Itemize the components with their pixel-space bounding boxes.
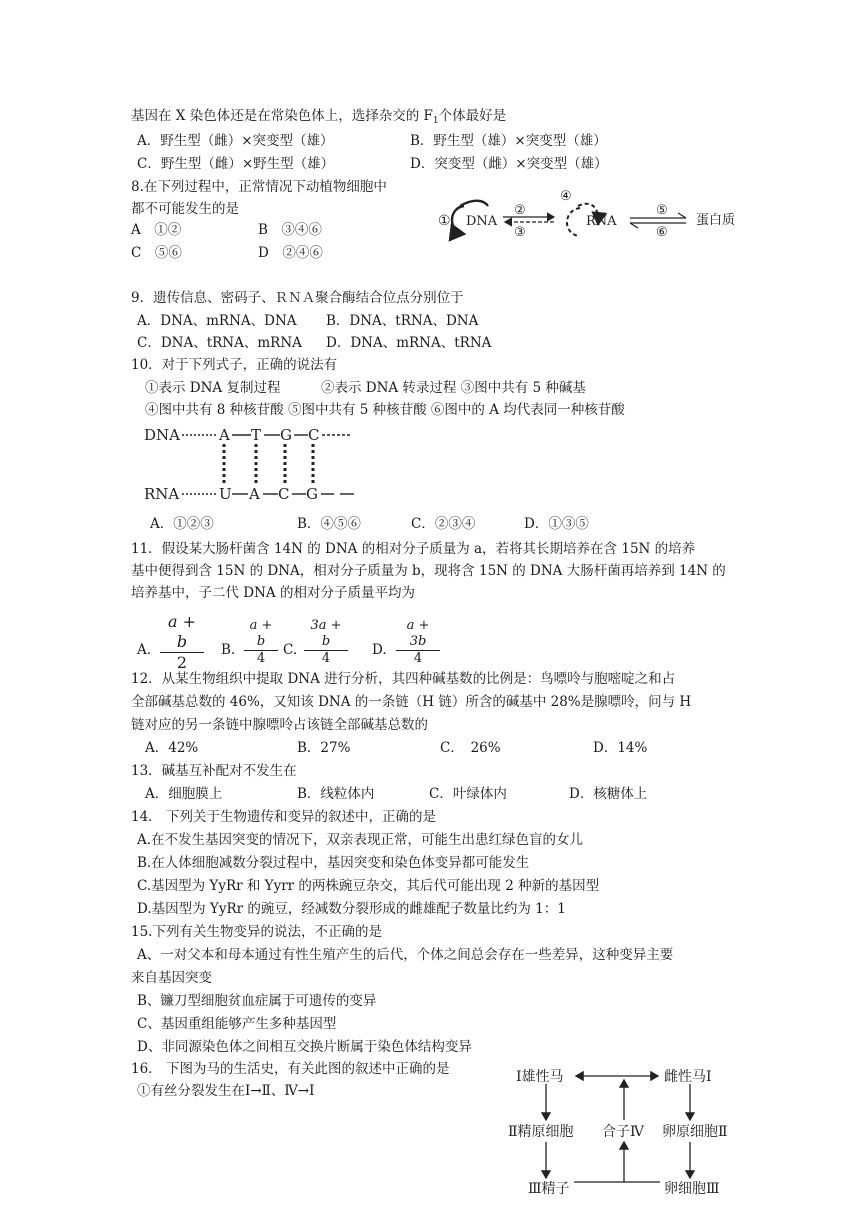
q7-option-a[interactable]: A．野生型（雌）×突变型（雄） bbox=[137, 133, 334, 149]
q9-option-a[interactable]: A．DNA、mRNA、DNA bbox=[137, 313, 297, 329]
q10-option-d[interactable]: D．①③⑤ bbox=[524, 516, 589, 532]
q14-option-c[interactable]: C.基因型为 YyRr 和 Yyrr 的两株豌豆杂交，其后代可能出现 2 种新的基因型 bbox=[137, 878, 600, 894]
q13-option-a[interactable]: A．细胞膜上 bbox=[145, 786, 223, 802]
q9-stem: 9．遗传信息、密码子、ＲＮＡ聚合酶结合位点分别位于 bbox=[131, 290, 464, 306]
q8-option-d[interactable]: D ②④⑥ bbox=[258, 245, 323, 261]
dna-base-2: T bbox=[251, 426, 262, 444]
q7-option-b[interactable]: B．野生型（雄）×突变型（雄） bbox=[410, 133, 607, 149]
q7-stem: 基因在 X 染色体还是在常染色体上，选择杂交的 $F_1$个体最好是 bbox=[131, 108, 507, 126]
q14-option-b[interactable]: B.在人体细胞减数分裂过程中，基因突变和染色体变异都可能发生 bbox=[137, 855, 530, 871]
q12-option-d[interactable]: D．14% bbox=[593, 740, 648, 756]
q11-option-b-fraction[interactable]: $\frac{a + b}{4}$ bbox=[244, 618, 278, 667]
rna-base-4: G bbox=[306, 485, 318, 503]
rna-node: RNA bbox=[586, 214, 617, 229]
q11-option-a-label[interactable]: A. bbox=[137, 642, 152, 658]
q14-option-d[interactable]: D.基因型为 YyRr 的豌豆，经减数分裂形成的雌雄配子数量比约为 1：1 bbox=[137, 901, 566, 917]
q8-option-c[interactable]: C ⑤⑥ bbox=[131, 245, 182, 261]
q8-option-b[interactable]: B ③④⑥ bbox=[258, 222, 322, 238]
q11-option-b-label[interactable]: B. bbox=[221, 642, 236, 658]
rna-base-3: C bbox=[278, 485, 290, 503]
label-1: ① bbox=[438, 213, 451, 229]
dna-base-1: A bbox=[219, 426, 230, 444]
q11-option-d-fraction[interactable]: $\frac{a + 3b}{4}$ bbox=[396, 618, 440, 667]
male-horse-node: Ⅰ雄性马 bbox=[516, 1069, 564, 1085]
q12-stem-line2: 全部碱基总数的 46%，又知该 DNA 的一条链（H 链）所含的碱基中 28%是腺嘌呤，问与 H bbox=[131, 694, 692, 710]
q11-option-c-label[interactable]: C. bbox=[283, 642, 298, 658]
dna-strand-label: DNA bbox=[144, 426, 180, 444]
egg-node: 卵细胞Ⅲ bbox=[664, 1181, 720, 1197]
q7-option-c[interactable]: C．野生型（雌）×野生型（雄） bbox=[137, 156, 335, 172]
spermatogonium-node: Ⅱ精原细胞 bbox=[508, 1124, 574, 1140]
q11-stem-line1: 11．假设某大肠杆菌含 14N 的 DNA 的相对分子质量为 a，若将其长期培养在含 15N 的培养 bbox=[131, 541, 696, 557]
dna-base-4: C bbox=[308, 426, 320, 444]
q14-stem: 14． 下列关于生物遗传和变异的叙述中，正确的是 bbox=[131, 809, 436, 825]
q11-stem-line3: 培养基中，子二代 DNA 的相对分子质量平均为 bbox=[131, 585, 415, 601]
dna-node: DNA bbox=[466, 214, 498, 229]
q12-option-a[interactable]: A．42% bbox=[145, 740, 199, 756]
q9-option-d[interactable]: D．DNA、mRNA、tRNA bbox=[326, 335, 492, 351]
q11-option-d-label[interactable]: D. bbox=[372, 642, 387, 658]
rna-base-2: A bbox=[249, 485, 260, 503]
q9-option-c[interactable]: C．DNA、tRNA、mRNA bbox=[137, 335, 302, 351]
replication-loop-arrow bbox=[452, 206, 464, 234]
q10-option-c[interactable]: C．②③④ bbox=[411, 516, 476, 532]
q11-option-a-fraction[interactable]: $\frac{a + b}{2}$ bbox=[160, 612, 204, 673]
q10-option-b[interactable]: B．④⑤⑥ bbox=[297, 516, 361, 532]
q10-option-a[interactable]: A．①②③ bbox=[150, 516, 214, 532]
horse-life-cycle-diagram bbox=[500, 1062, 760, 1202]
q11-option-c-fraction[interactable]: $\frac{3a + b}{4}$ bbox=[304, 618, 348, 667]
rna-strand-label: RNA bbox=[144, 485, 180, 503]
q10-statements-2: ④图中共有 8 种核苷酸 ⑤图中共有 5 种核苷酸 ⑥图中的 A 均代表同一种核苷酸 bbox=[145, 402, 625, 418]
q15-option-d[interactable]: D、非同源染色体之间相互交换片断属于染色体结构变异 bbox=[137, 1039, 472, 1055]
q10-stem: 10．对于下列式子，正确的说法有 bbox=[131, 357, 338, 373]
female-horse-node: 雌性马Ⅰ bbox=[664, 1069, 712, 1085]
zygote-node: 合子Ⅳ bbox=[602, 1124, 644, 1140]
q12-stem-line3: 链对应的另一条链中腺嘌呤占该链全部碱基总数的 bbox=[131, 717, 428, 733]
label-5: ⑤ bbox=[656, 203, 668, 218]
dna-rna-pairing-diagram bbox=[140, 424, 380, 506]
q12-option-b[interactable]: B．27% bbox=[297, 740, 351, 756]
q14-option-a[interactable]: A.在不发生基因突变的情况下，双亲表现正常，可能生出患红绿色盲的女儿 bbox=[137, 832, 584, 848]
q12-option-c[interactable]: C． 26% bbox=[440, 740, 501, 756]
rna-replication-dashed-arrow bbox=[567, 208, 580, 236]
q8-stem-line1: 8.在下列过程中，正常情况下动植物细胞中 bbox=[131, 179, 387, 195]
q12-stem-line1: 12．从某生物组织中提取 DNA 进行分析，其四种碱基数的比例是：鸟嘌呤与胞嘧啶之和占 bbox=[131, 671, 676, 687]
dna-base-3: G bbox=[280, 426, 292, 444]
q8-stem-line2: 都不可能发生的是 bbox=[131, 201, 239, 217]
sperm-node: Ⅲ精子 bbox=[528, 1181, 570, 1197]
q13-option-c[interactable]: C．叶绿体内 bbox=[429, 786, 507, 802]
central-dogma-diagram bbox=[430, 184, 750, 246]
label-2: ② bbox=[514, 203, 526, 218]
q15-option-c[interactable]: C、基因重组能够产生多种基因型 bbox=[137, 1016, 337, 1032]
q13-option-d[interactable]: D．核糖体上 bbox=[569, 786, 648, 802]
q16-statement-1: ①有丝分裂发生在Ⅰ→Ⅱ、Ⅳ→Ⅰ bbox=[137, 1083, 315, 1099]
q9-option-b[interactable]: B．DNA、tRNA、DNA bbox=[326, 313, 479, 329]
q8-option-a[interactable]: A ①② bbox=[131, 222, 182, 238]
q7-option-d[interactable]: D．突变型（雌）×突变型（雄） bbox=[410, 156, 608, 172]
label-3: ③ bbox=[514, 225, 526, 240]
q15-stem: 15.下列有关生物变异的说法，不正确的是 bbox=[131, 924, 382, 940]
q13-option-b[interactable]: B．线粒体内 bbox=[297, 786, 375, 802]
label-6: ⑥ bbox=[656, 225, 668, 240]
label-4: ④ bbox=[560, 189, 572, 204]
q11-stem-line2: 基中便得到含 15N 的 DNA，相对分子质量为 b，现将含 15N 的 DNA 大肠杆菌再培养到 14N 的 bbox=[131, 563, 726, 579]
q10-statements-1: ①表示 DNA 复制过程 ②表示 DNA 转录过程 ③图中共有 5 种碱基 bbox=[145, 380, 586, 396]
protein-node: 蛋白质 bbox=[696, 213, 736, 228]
rna-base-1: U bbox=[219, 485, 232, 503]
q13-stem: 13．碱基互补配对不发生在 bbox=[131, 763, 297, 779]
q15-option-a-line1[interactable]: A、一对父本和母本通过有性生殖产生的后代，个体之间总会存在一些差异，这种变异主要 bbox=[137, 947, 674, 963]
q15-option-b[interactable]: B、镰刀型细胞贫血症属于可遗传的变异 bbox=[137, 993, 377, 1009]
oogonium-node: 卵原细胞Ⅱ bbox=[662, 1124, 728, 1140]
q16-stem: 16． 下图为马的生活史，有关此图的叙述中正确的是 bbox=[131, 1061, 450, 1077]
q15-option-a-line2[interactable]: 来自基因突变 bbox=[131, 970, 212, 986]
